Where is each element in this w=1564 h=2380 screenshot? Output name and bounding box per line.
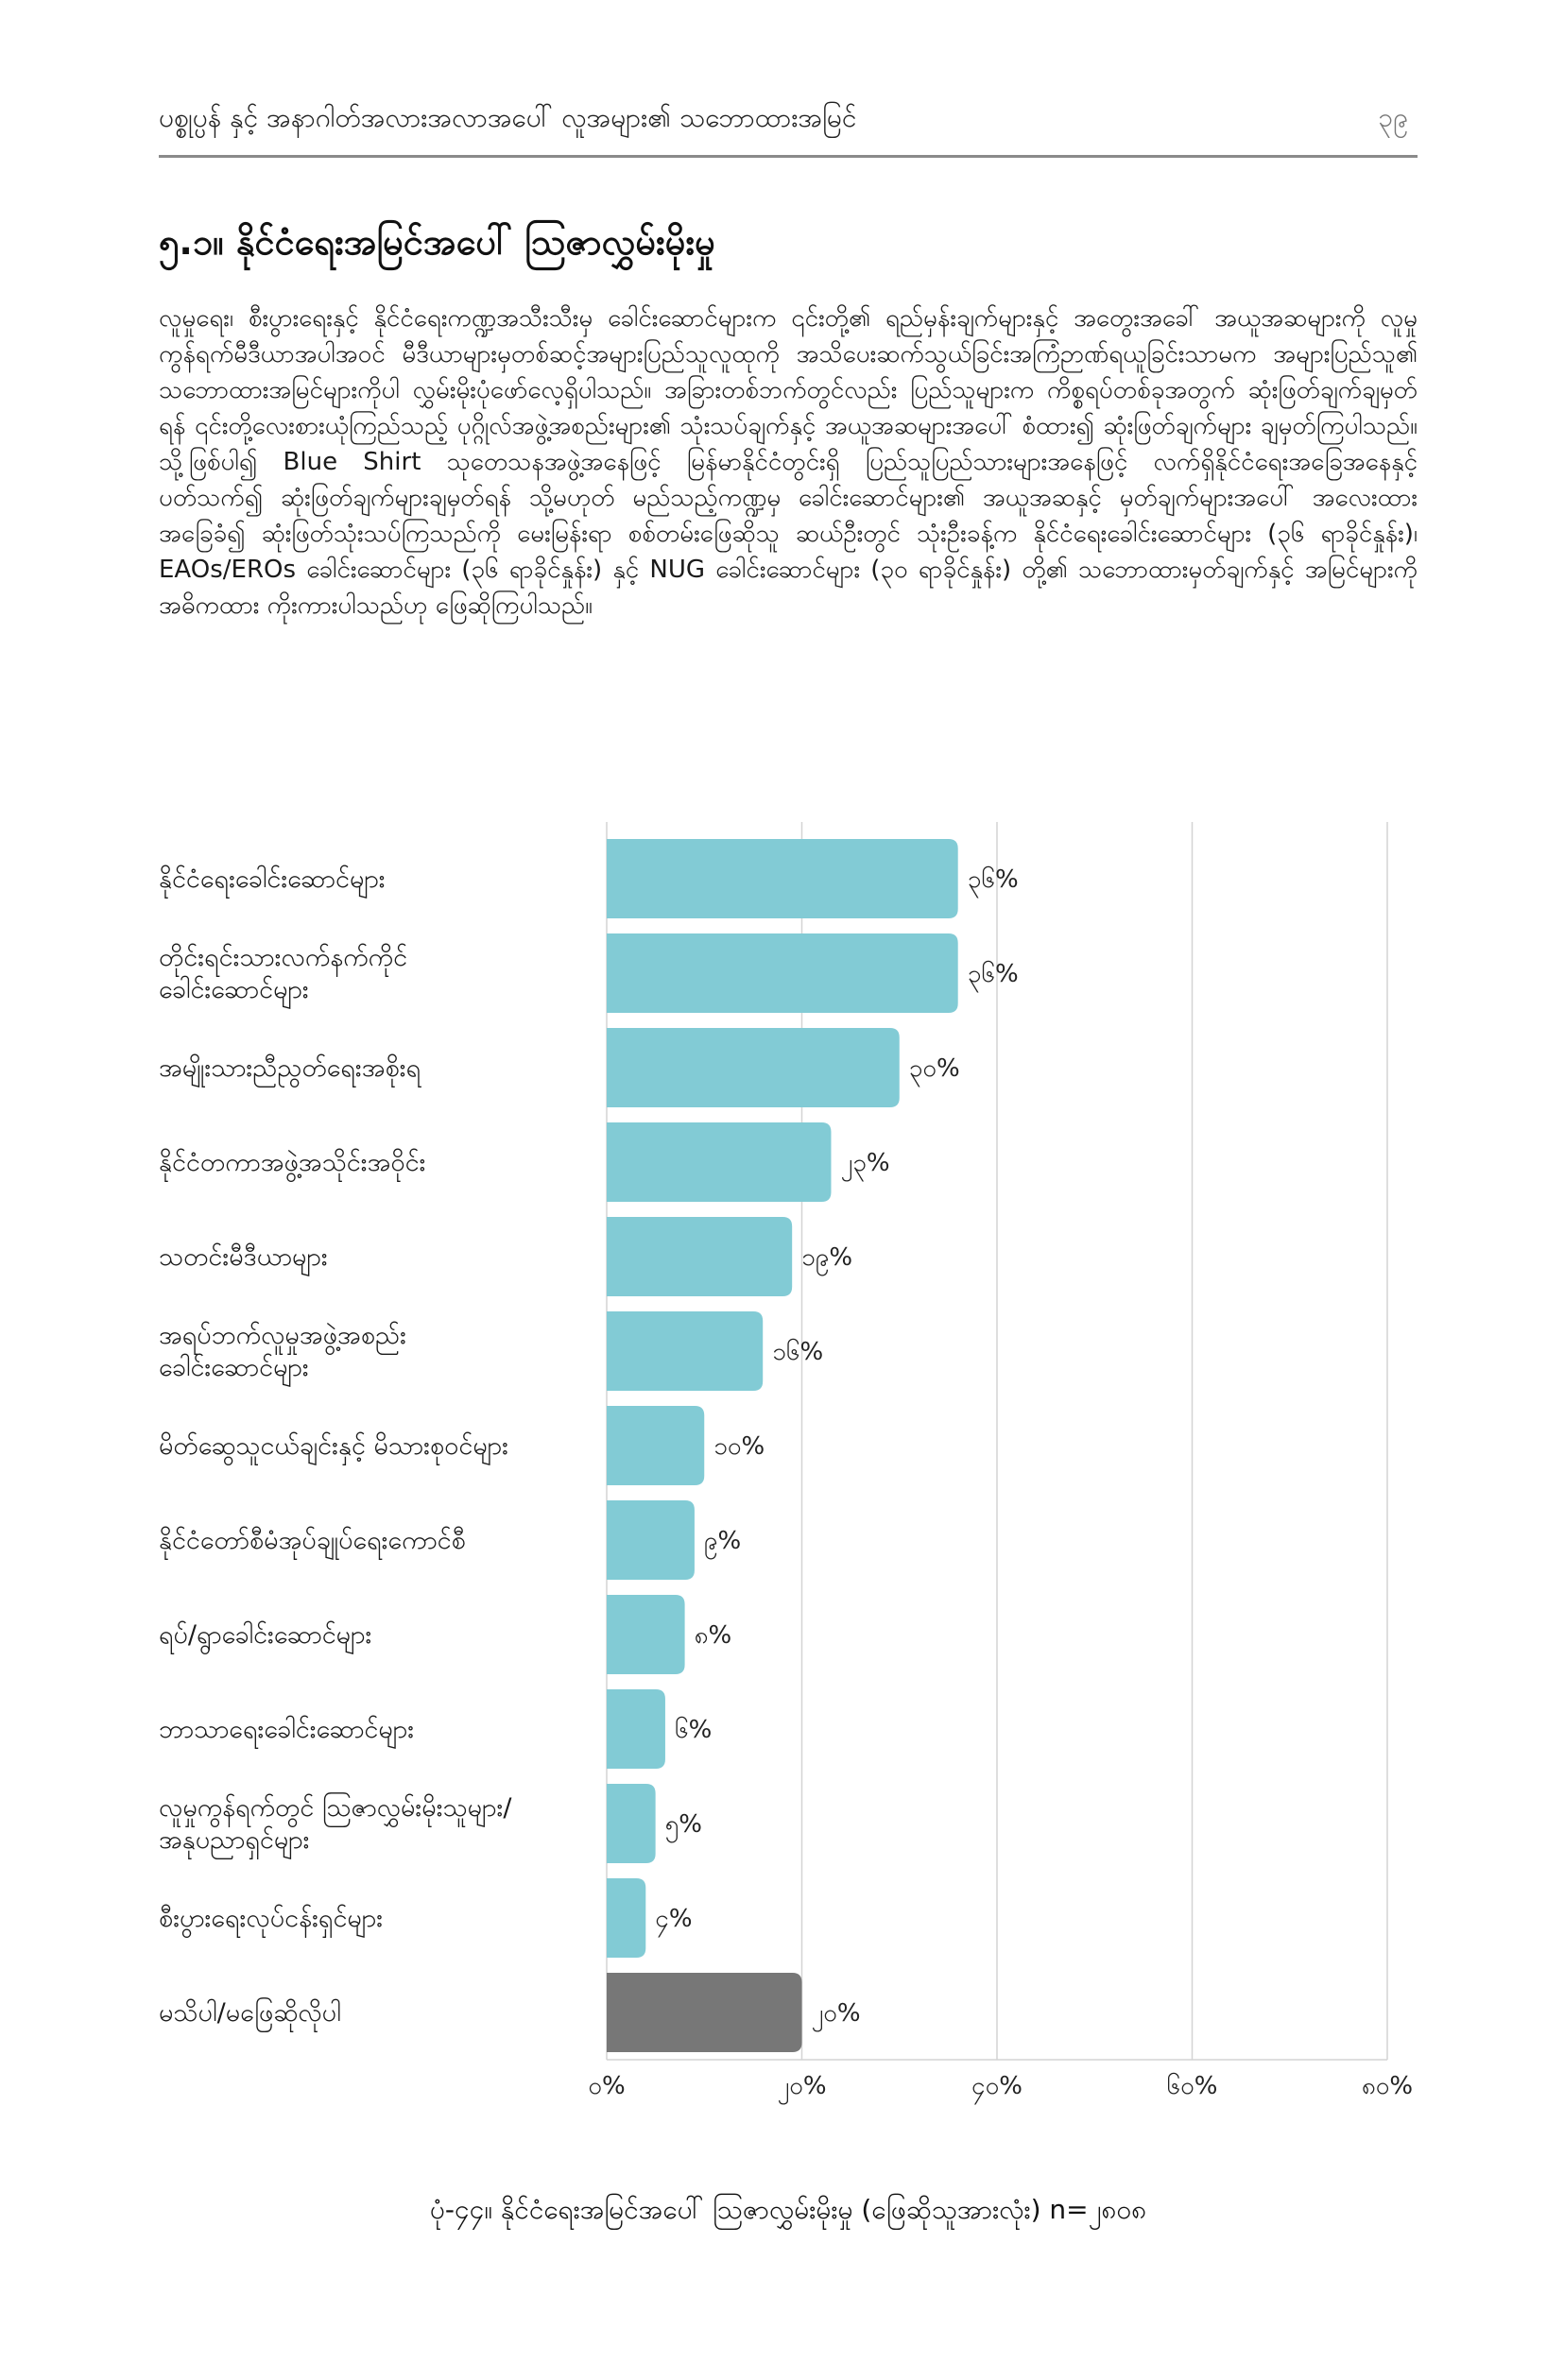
bar-chart — [0, 822, 1564, 2126]
data-label: ၈% — [694, 1621, 732, 1650]
data-label: ၃၆% — [967, 865, 1019, 894]
data-label: ၄% — [655, 1905, 693, 1933]
category-label-line: နိုင်ငံတကာအဖွဲ့အသိုင်းအဝိုင်း — [159, 1148, 426, 1177]
bar — [607, 1973, 802, 2052]
category-label — [159, 1791, 512, 1859]
section-title: ၅.၁။ နိုင်ငံရေးအမြင်အပေါ် သြဇာလွှမ်းမိုးမှု — [159, 221, 715, 263]
category-label — [159, 1431, 508, 1465]
page-number: ၃၉ — [1378, 102, 1408, 133]
bar — [607, 1500, 695, 1580]
bar — [607, 839, 958, 918]
bar — [607, 1878, 645, 1958]
bar — [607, 1784, 656, 1863]
category-label — [159, 1148, 425, 1182]
data-label: ၁၆% — [772, 1338, 824, 1366]
category-label-line: နိုင်ငံရေးခေါင်းဆောင်များ — [159, 865, 386, 894]
category-label-line: ဘာသာရေးခေါင်းဆောင်များ — [159, 1715, 415, 1744]
bar — [607, 1595, 685, 1674]
category-label — [159, 865, 386, 899]
x-tick-label: ၈၀% — [1361, 2072, 1414, 2100]
x-tick-label: ၄၀% — [971, 2072, 1023, 2100]
category-label-line: တိုင်းရင်းသားလက်နက်ကိုင် — [159, 943, 408, 972]
category-label — [159, 943, 407, 1009]
x-tick-label: ၂၀% — [777, 2072, 827, 2100]
bar — [607, 933, 958, 1013]
category-label-line: မိတ်ဆွေသူငယ်ချင်းနှင့် မိသားစုဝင်များ — [159, 1431, 508, 1461]
data-label: ၁၉% — [801, 1243, 853, 1272]
category-label — [159, 1321, 406, 1387]
category-label-line: အရပ်ဘက်လူမှုအဖွဲ့အစည်း — [159, 1321, 406, 1350]
category-label-line: နိုင်ငံတော်စီမံအုပ်ချုပ်ရေးကောင်စီ — [159, 1526, 466, 1555]
data-label: ၂၃% — [840, 1149, 890, 1177]
category-label-line: ခေါင်းဆောင်များ — [159, 1353, 309, 1382]
data-label: ၂၀% — [811, 1999, 861, 2028]
bar — [607, 1028, 900, 1107]
x-tick-label: ၀% — [588, 2072, 626, 2100]
category-label — [159, 1996, 341, 2032]
category-label — [159, 1053, 422, 1087]
category-label — [159, 1526, 466, 1560]
data-label: ၁၀% — [713, 1432, 765, 1461]
category-label-line: သတင်းမီဒီယာများ — [159, 1242, 328, 1272]
category-label-line: လူမှုကွန်ရက်တွင် သြဇာလွှမ်းမိုးသူများ/ — [159, 1793, 512, 1823]
body-paragraph: လူမှုရေး၊ စီးပွားရေးနှင့် နိုင်ငံရေးကဏ္ဍအသီးသီးမှ ခေါင်းဆောင်များက ၎င်းတို့၏ ရည်မှန်းချက်များနှင့် အတွေးအခေါ် အယူအဆများကို လူမှုကွန်ရက်မီဒီယာအပါအဝင် မီဒီယာများမှတစ်ဆင့်အများပြည်သူလူထုကို အသိပေးဆက်သွယ်ခြင်းအကြံဉာဏ်ရယူခြင်းသာမက အများပြည်သူ၏ သဘောထားအမြင်များကိုပါ လွှမ်းမိုးပုံဖော်လေ့ရှိပါသည်။ အခြားတစ်ဘက်တွင်လည်း ပြည်သူများက ကိစ္စရပ်တစ်ခုအတွက် ဆုံးဖြတ်ချက်ချမှတ်ရန် ၎င်းတို့လေးစားယုံကြည်သည့် ပုဂ္ဂိုလ်အဖွဲ့အစည်းများ၏ သုံးသပ်ချက်နှင့် အယူအဆများအပေါ် စံထား၍ ဆုံးဖြတ်ချက်များ ချမှတ်ကြပါသည်။ သို့ဖြစ်ပါ၍ Blue Shirt သုတေသနအဖွဲ့အနေဖြင့် မြန်မာနိုင်ငံတွင်းရှိ ပြည်သူပြည်သားများအနေဖြင့် လက်ရှိနိုင်ငံရေးအခြေအနေနှင့် ပတ်သက်၍ ဆုံးဖြတ်ချက်များချမှတ်ရန် သို့မဟုတ် မည်သည့်ကဏ္ဍမှ ခေါင်းဆောင်များ၏ အယူအဆနှင့် မှတ်ချက်များအပေါ် အလေးထားအခြေခံ၍ ဆုံးဖြတ်သုံးသပ်ကြသည်ကို မေးမြန်းရာ စစ်တမ်းဖြေဆိုသူ ဆယ်ဦးတွင် သုံးဦးခန့်က နိုင်ငံရေးခေါင်းဆောင်များ (၃၆ ရာခိုင်နှုန်း)၊ EAOs/EROs ခေါင်းဆောင်များ (၃၆ ရာခိုင်နှုန်း) နှင့် NUG ခေါင်းဆောင်များ (၃၀ ရာခိုင်နှုန်း) တို့၏ သဘောထားမှတ်ချက်နှင့် အမြင်များကို အဓိကထား ကိုးကားပါသည်ဟု ဖြေဆိုကြပါသည်။ — [159, 304, 1418, 620]
running-title: ပစ္စုပ္ပန် နှင့် အနာဂါတ်အလားအလာအပေါ် လူအများ၏ သဘောထားအမြင် — [159, 102, 857, 133]
category-label-line: မသိပါ/မဖြေဆိုလိုပါ — [159, 1998, 341, 2028]
figure-caption: ပုံ-၄၄။ နိုင်ငံရေးအမြင်အပေါ် သြဇာလွှမ်းမိုးမှု (ဖြေဆိုသူအားလုံး) n=၂၈၀၈ — [429, 2194, 1147, 2225]
category-label-line: စီးပွားရေးလုပ်ငန်းရှင်များ — [159, 1904, 384, 1933]
category-label-line: ရပ်/ရွာခေါင်းဆောင်များ — [159, 1620, 372, 1650]
data-label: ၃၆% — [967, 960, 1019, 988]
bar — [607, 1311, 763, 1391]
data-label: ၅% — [664, 1810, 702, 1839]
category-label — [159, 1242, 328, 1276]
category-label-line: အမျိုးသားညီညွတ်ရေးအစိုးရ — [159, 1053, 421, 1083]
category-label-line: အနုပညာရှင်များ — [159, 1825, 310, 1855]
data-label: ၉% — [703, 1527, 742, 1555]
data-label: ၆% — [674, 1716, 713, 1744]
bar — [607, 1689, 665, 1769]
x-tick-label: ၆၀% — [1166, 2072, 1218, 2100]
category-label — [159, 1715, 414, 1749]
data-label: ၃၀% — [908, 1054, 960, 1083]
bar — [607, 1406, 704, 1485]
bar — [607, 1122, 831, 1202]
category-label-line: ခေါင်းဆောင်များ — [159, 975, 309, 1004]
category-label — [159, 1620, 371, 1654]
page-header — [159, 83, 1418, 158]
category-label — [159, 1904, 383, 1938]
bar — [607, 1217, 792, 1296]
